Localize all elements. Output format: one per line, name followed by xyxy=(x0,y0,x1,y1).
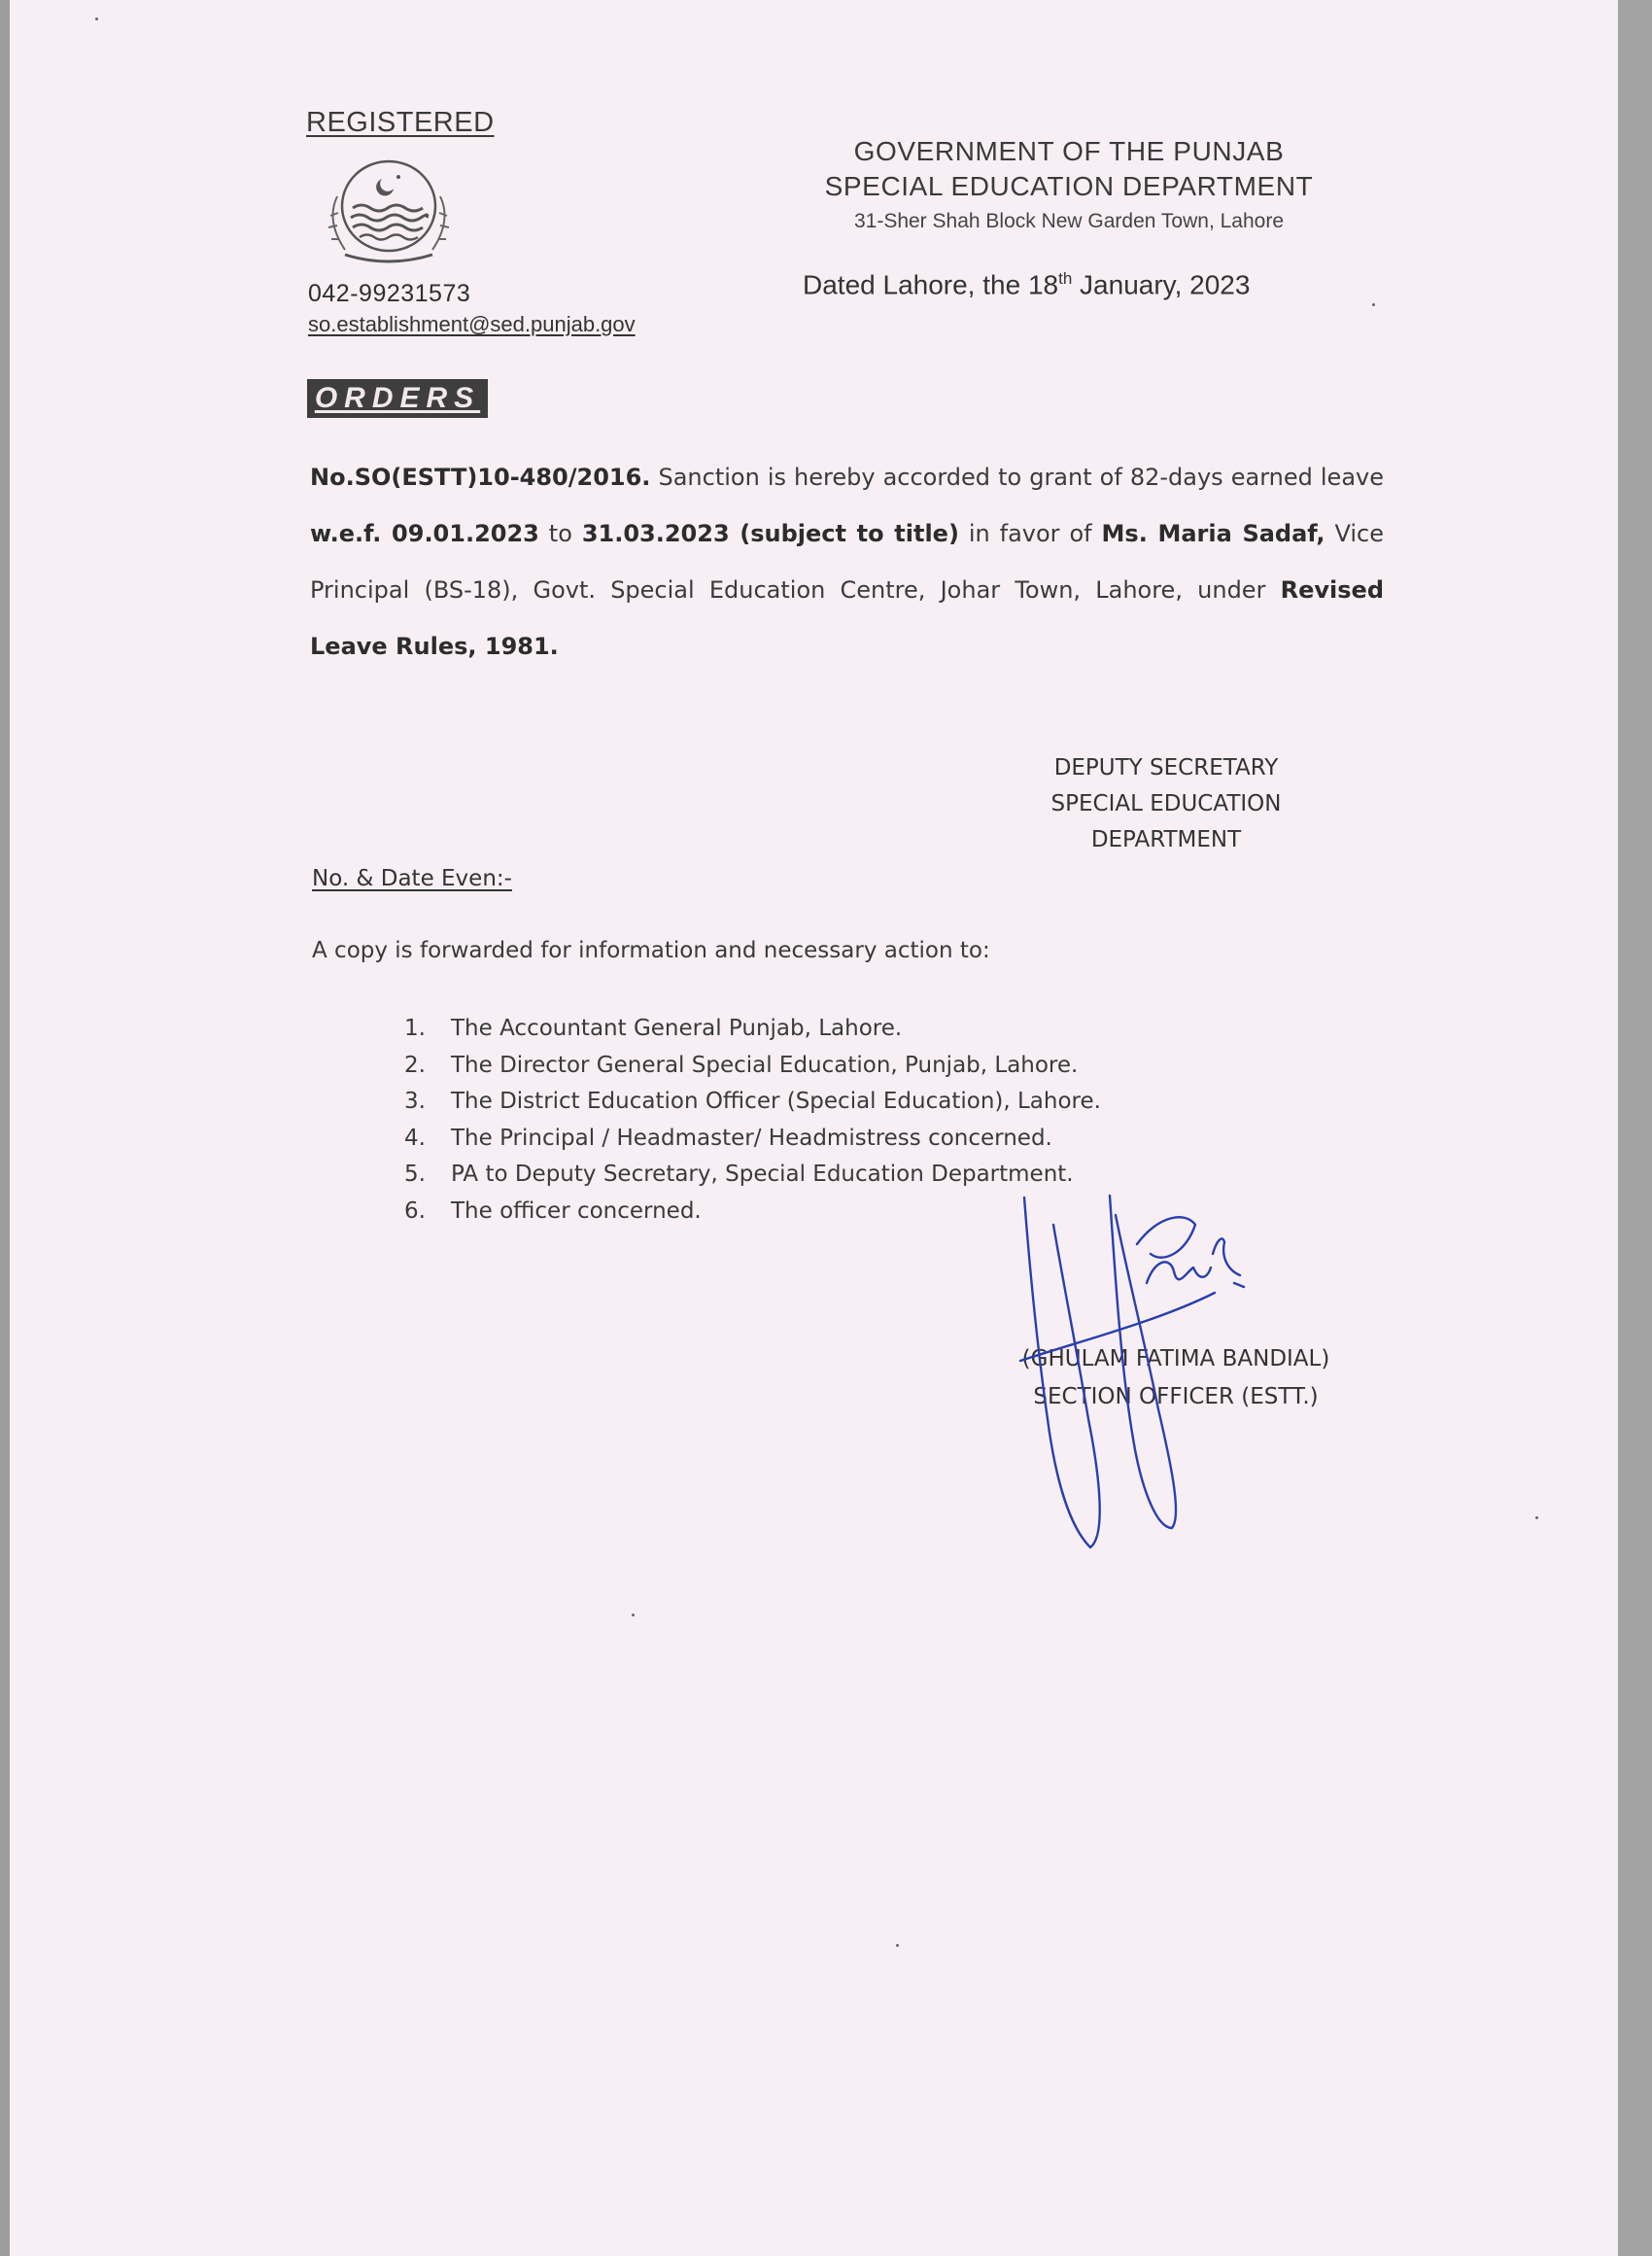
deputy-secretary-block xyxy=(981,750,1351,858)
order-number: No.SO(ESTT)10-480/2016. xyxy=(310,464,651,491)
scan-speck xyxy=(632,1614,635,1616)
department-address: 31-Sher Shah Block New Garden Town, Lahore xyxy=(853,210,1285,232)
order-end-date: 31.03.2023 (subject to title) xyxy=(581,520,959,547)
punjab-emblem-icon xyxy=(316,157,462,266)
order-rules: Revised Leave Rules, 1981. xyxy=(310,576,1384,660)
list-item-number: 2. xyxy=(404,1052,426,1078)
scan-speck xyxy=(1372,303,1375,306)
scan-speck xyxy=(896,1944,899,1947)
list-item-text: The Principal / Headmaster/ Headmistress concerned. xyxy=(451,1125,1052,1151)
signatory-designation: SECTION OFFICER (ESTT.) xyxy=(1033,1384,1319,1409)
list-item-text: The Director General Special Education, Punjab, Lahore. xyxy=(451,1052,1079,1078)
list-item xyxy=(404,1048,1101,1085)
handwritten-signature xyxy=(991,1186,1283,1555)
scan-speck xyxy=(95,17,98,20)
ds-line-2: SPECIAL EDUCATION xyxy=(1050,791,1282,816)
dated-suffix: January, 2023 xyxy=(1072,269,1251,300)
list-item-number: 3. xyxy=(404,1089,426,1114)
signatory-name: (GHULAM FATIMA BANDIAL) xyxy=(1021,1346,1330,1371)
order-body xyxy=(310,449,1384,675)
orders-heading: ORDERS xyxy=(307,379,488,418)
list-item-number: 4. xyxy=(404,1125,426,1151)
department-name: SPECIAL EDUCATION DEPARTMENT xyxy=(824,171,1314,201)
scan-speck xyxy=(1535,1516,1538,1519)
list-item-text: The officer concerned. xyxy=(451,1197,702,1224)
list-item-text: The District Education Officer (Special Education), Lahore. xyxy=(451,1089,1101,1114)
order-text-3: in favor of xyxy=(958,520,1102,547)
list-item xyxy=(404,1084,1101,1121)
dated-line xyxy=(803,269,1250,300)
copy-forwarded-line: A copy is forwarded for information and necessary action to: xyxy=(312,938,990,963)
dated-prefix: Dated Lahore, the 18 xyxy=(803,269,1059,300)
list-item-number: 1. xyxy=(404,1016,426,1041)
order-start-date: w.e.f. 09.01.2023 xyxy=(310,520,539,547)
list-item-text: PA to Deputy Secretary, Special Education Department. xyxy=(451,1162,1074,1187)
no-date-even: No. & Date Even:- xyxy=(312,866,512,891)
list-item-number: 6. xyxy=(404,1197,426,1224)
list-item xyxy=(404,1121,1101,1158)
document-page xyxy=(10,0,1618,2256)
order-text-1: Sanction is hereby accorded to grant of 82-days earned leave xyxy=(650,464,1384,491)
scan-edge xyxy=(1618,0,1652,2256)
letterhead xyxy=(777,136,1360,233)
ds-line-1: DEPUTY SECRETARY xyxy=(1053,755,1279,781)
dated-ordinal: th xyxy=(1058,269,1073,288)
order-employee-name: Ms. Maria Sadaf, xyxy=(1101,520,1325,547)
list-item xyxy=(404,1011,1101,1048)
list-item-number: 5. xyxy=(404,1162,426,1187)
registered-label: REGISTERED xyxy=(306,107,495,138)
ds-line-3: DEPARTMENT xyxy=(1090,827,1242,852)
phone-number: 042-99231573 xyxy=(308,280,471,307)
government-name: GOVERNMENT OF THE PUNJAB xyxy=(853,136,1285,166)
order-text-2: to xyxy=(538,520,582,547)
list-item-text: The Accountant General Punjab, Lahore. xyxy=(451,1016,903,1041)
order-text-4: Vice Principal (BS-18), Govt. Special Education Centre, Johar Town, Lahore, under xyxy=(310,520,1385,604)
email-address: so.establishment@sed.punjab.gov xyxy=(308,312,636,336)
